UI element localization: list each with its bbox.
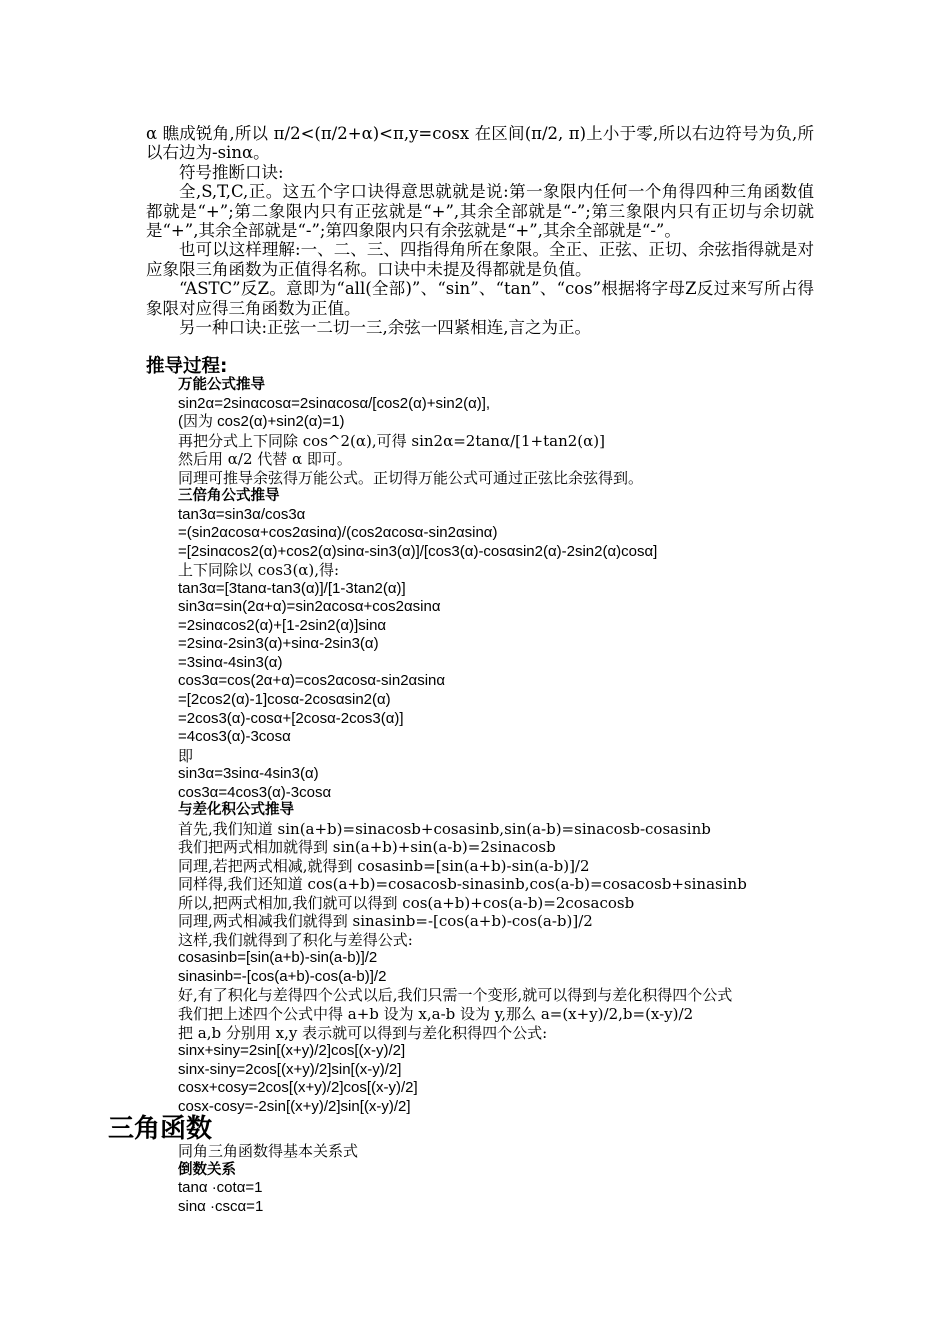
universal-formula-section — [178, 376, 858, 487]
text-line: 同理,若把两式相减,就得到 cosasinb=[sin(a+b)-sin(a-b)]/2 — [178, 856, 590, 875]
text-line: 同理可推导余弦得万能公式。正切得万能公式可通过正弦比余弦得到。 — [178, 468, 644, 487]
formula-line: tan3α=sin3α/cos3α — [178, 505, 306, 523]
paragraph: 也可以这样理解:一、二、三、四指得角所在象限。全正、正弦、正切、余弦指得就是对应象限三角函数为正值得名称。口诀中未提及得都就是负值。 — [146, 240, 814, 279]
formula-line: =[2sinαcos2(α)+cos2(α)sinα-sin3(α)]/[cos3(α)-cosαsin2(α)-2sin2(α)cosα] — [178, 542, 658, 560]
text-line: 再把分式上下同除 cos^2(α),可得 sin2α=2tanα/[1+tan2(α)] — [178, 431, 605, 450]
text-line: 首先,我们知道 sin(a+b)=sinacosb+cosasinb,sin(a-b)=sinacosb-cosasinb — [178, 819, 711, 838]
paragraph: 全,S,T,C,正。这五个字口诀得意思就就是说:第一象限内任何一个角得四种三角函数值都就是“+”;第二象限内只有正弦就是“+”,其余全部就是“-”;第三象限内只有正切与余切就是“+”,其余全部就是“-”;第四象限内只有余弦就是“+”,其余全部就是“-”。 — [146, 182, 814, 241]
formula-line: sinasinb=-[cos(a+b)-cos(a-b)]/2 — [178, 967, 387, 985]
formula-line: sinα ·cscα=1 — [178, 1197, 264, 1215]
formula-line: cos3α=cos(2α+α)=cos2αcosα-sin2αsinα — [178, 672, 446, 690]
formula-line: =2cos3(α)-cosα+[2cosα-2cos3(α)] — [178, 709, 404, 727]
text-line: 我们把上述四个公式中得 a+b 设为 x,a-b 设为 y,那么 a=(x+y)/2,b=(x-y)/2 — [178, 1005, 694, 1024]
text-line: 即 — [178, 746, 194, 765]
paragraph: 符号推断口诀: — [179, 162, 284, 182]
formula-line: cosx+cosy=2cos[(x+y)/2]cos[(x-y)/2] — [178, 1079, 418, 1097]
text-line: 上下同除以 cos3(α),得: — [178, 561, 340, 580]
formula-line: cosasinb=[sin(a+b)-sin(a-b)]/2 — [178, 949, 378, 967]
formula-line: tan3α=[3tanα-tan3(α)]/[1-3tan2(α)] — [178, 579, 406, 597]
subsection-title: 与差化积公式推导 — [178, 802, 294, 818]
formula-line: sinx-siny=2cos[(x+y)/2]sin[(x-y)/2] — [178, 1060, 402, 1078]
formula-line: sin3α=sin(2α+α)=sin2αcosα+cos2αsinα — [178, 598, 441, 616]
formula-line: sinx+siny=2sin[(x+y)/2]cos[(x-y)/2] — [178, 1042, 406, 1060]
formula-line: cosx-cosy=-2sin[(x+y)/2]sin[(x-y)/2] — [178, 1097, 411, 1115]
text-line: 我们把两式相加就得到 sin(a+b)+sin(a-b)=2sinacosb — [178, 838, 556, 857]
formula-line: sin2α=2sinαcosα=2sinαcosα/[cos2(α)+sin2(α)], — [178, 394, 491, 412]
formula-line: =[2cos2(α)-1]cosα-2cosαsin2(α) — [178, 691, 391, 709]
basic-relations-section — [178, 1142, 858, 1216]
formula-line: =2sinα-2sin3(α)+sinα-2sin3(α) — [178, 635, 379, 653]
formula-line: =4cos3(α)-3cosα — [178, 728, 291, 746]
subsection-title: 三倍角公式推导 — [178, 488, 280, 504]
text-line: 把 a,b 分别用 x,y 表示就可以得到与差化积得四个公式: — [178, 1023, 548, 1042]
formula-line: sin3α=3sinα-4sin3(α) — [178, 765, 319, 783]
formula-line: =(sin2αcosα+cos2αsinα)/(cos2αcosα-sin2αsinα) — [178, 524, 498, 542]
paragraph: α 瞧成锐角,所以 π/2<(π/2+α)<π,y=cosx 在区间(π/2, π)上小于零,所以右边符号为负,所以右边为-sinα。 — [146, 124, 814, 163]
paragraph: 另一种口诀:正弦一二切一三,余弦一四紧相连,言之为正。 — [179, 318, 592, 338]
formula-line: cos3α=4cos3(α)-3cosα — [178, 783, 332, 801]
section-heading-trig: 三角函数 — [108, 1114, 213, 1144]
intro-text — [146, 124, 814, 337]
sum-to-product-section — [178, 801, 858, 1116]
text-line: 同样得,我们还知道 cos(a+b)=cosacosb-sinasinb,cos(a-b)=cosacosb+sinasinb — [178, 875, 747, 894]
paragraph: “ASTC”反Z。意即为“all(全部)”、“sin”、“tan”、“cos”根据将字母Z反过来写所占得象限对应得三角函数为正值。 — [146, 279, 814, 318]
subsection-title: 万能公式推导 — [178, 377, 265, 393]
text-line: 同理,两式相减我们就得到 sinasinb=-[cos(a+b)-cos(a-b)]/2 — [178, 912, 593, 931]
subsection-title: 倒数关系 — [178, 1161, 236, 1178]
text-line: 然后用 α/2 代替 α 即可。 — [178, 450, 352, 469]
section-heading-derivation: 推导过程: — [146, 356, 228, 377]
text-line: 这样,我们就得到了积化与差得公式: — [178, 930, 413, 949]
formula-line: (因为 cos2(α)+sin2(α)=1) — [178, 413, 345, 431]
triple-angle-section — [178, 487, 858, 802]
text-line: 好,有了积化与差得四个公式以后,我们只需一个变形,就可以得到与差化积得四个公式 — [178, 986, 733, 1005]
text-line: 同角三角函数得基本关系式 — [178, 1142, 359, 1160]
text-line: 所以,把两式相加,我们就可以得到 cos(a+b)+cos(a-b)=2cosacosb — [178, 893, 635, 912]
formula-line: tanα ·cotα=1 — [178, 1179, 263, 1197]
formula-line: =3sinα-4sin3(α) — [178, 653, 283, 671]
formula-line: =2sinαcos2(α)+[1-2sin2(α)]sinα — [178, 616, 387, 634]
